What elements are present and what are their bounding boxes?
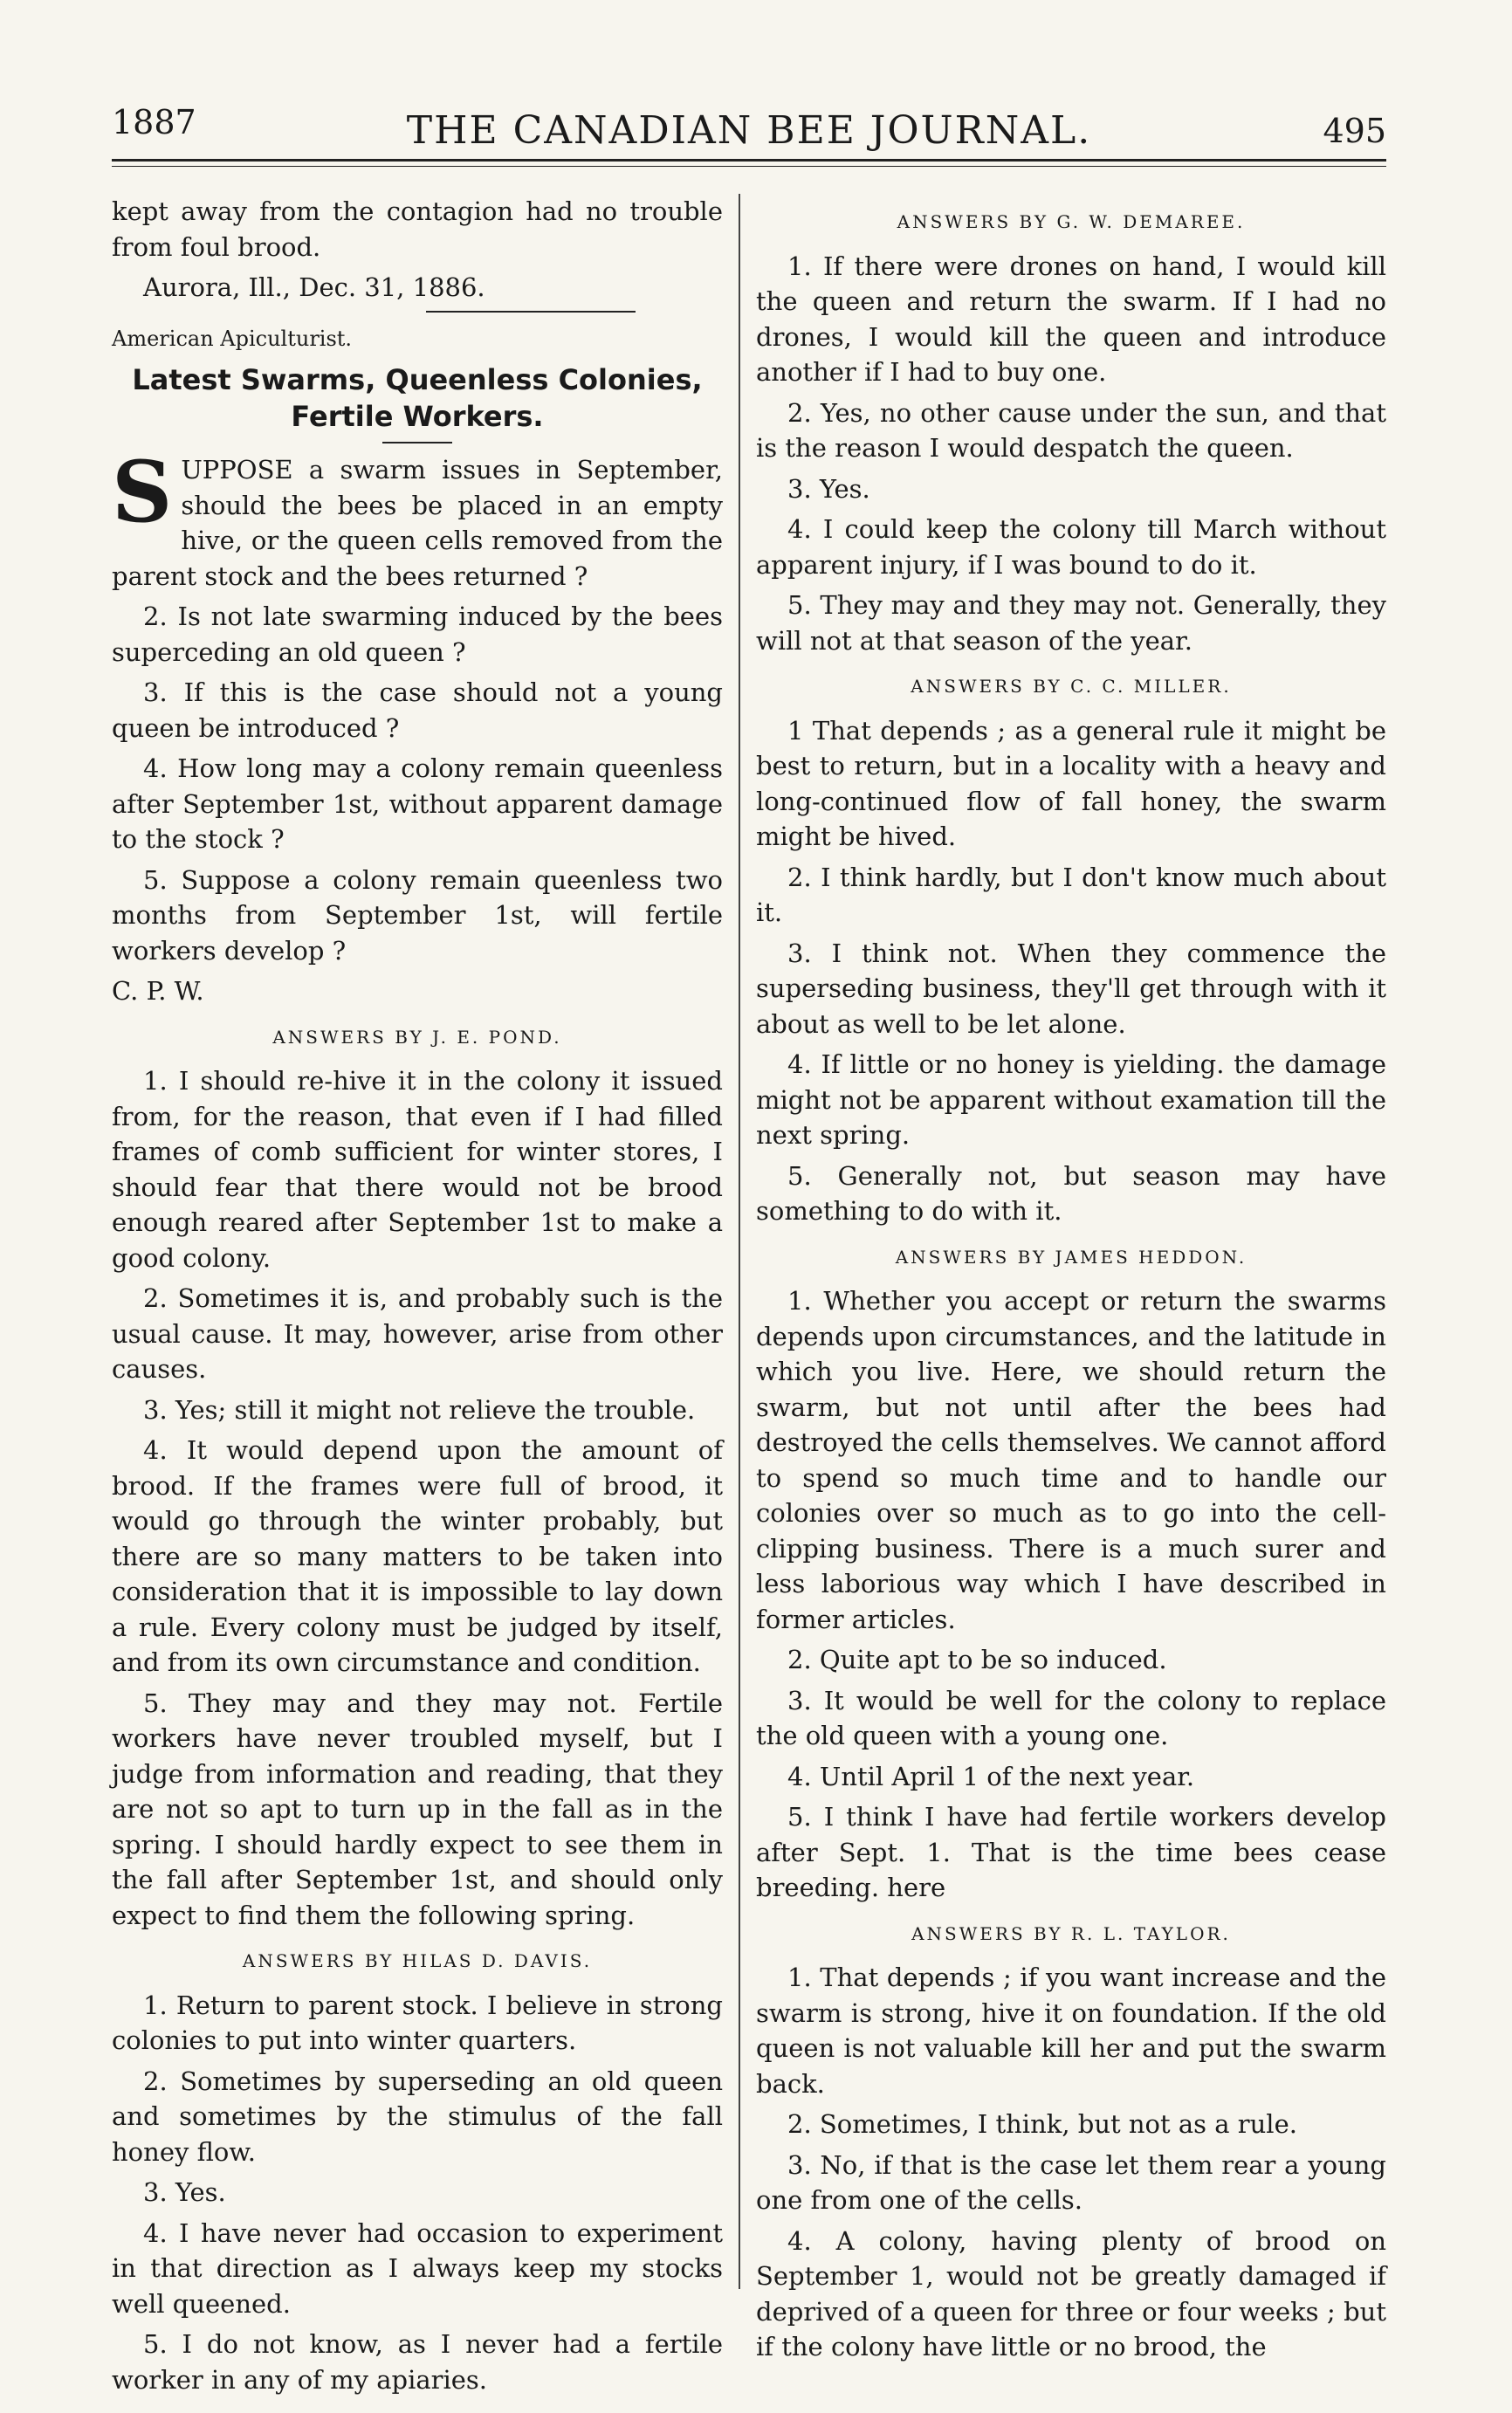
davis-answers-heading: ANSWERS BY HILAS D. DAVIS.	[242, 1950, 593, 1971]
page-header	[112, 103, 1386, 152]
taylor-answer-1: 1. That depends ; if you want increase and the swarm is strong, hive it on foundation. If the old queen is not valuable kill her and put the swarm back.	[756, 1963, 1386, 2099]
heddon-answers-heading: ANSWERS BY JAMES HEDDON.	[895, 1246, 1247, 1268]
heddon-answer-5: 5. I think I have had fertile workers develop after Sept. 1. That is the time bees cease breeding. here	[756, 1802, 1386, 1902]
miller-answer-2: 2. I think hardly, but I don't know much about it.	[756, 862, 1386, 927]
davis-answer-3: 3. Yes.	[143, 2177, 226, 2207]
header-year: 1887	[112, 103, 196, 141]
davis-answer-2: 2. Sometimes by superseding an old queen and sometimes by the stimulus of the fall honey flow.	[112, 2066, 723, 2167]
pond-answer-3: 3. Yes; still it might not relieve the trouble.	[143, 1394, 696, 1425]
heddon-answer-3: 3. It would be well for the colony to replace the old queen with a young one.	[756, 1685, 1386, 1750]
article-title-line-2: Fertile Workers.	[291, 400, 544, 433]
intro-paragraph: kept away from the contagion had no trouble from foul brood.	[112, 196, 723, 262]
taylor-answer-2: 2. Sometimes, I think, but not as a rule.	[787, 2109, 1297, 2139]
demaree-answer-5: 5. They may and they may not. Generally, they will not at that season of the year.	[756, 590, 1386, 656]
davis-answer-1: 1. Return to parent stock. I believe in strong colonies to put into winter quarters.	[112, 1990, 723, 2055]
question-4: 4. How long may a colony remain queenless after September 1st, without apparent damage to the stock ?	[112, 753, 723, 854]
question-1: UPPOSE a swarm issues in September, should the bees be placed in an empty hive, or the queen cells removed from the parent stock and the bees returned ?	[112, 455, 723, 591]
taylor-answer-3: 3. No, if that is the case let them rear a young one from one of the cells.	[756, 2149, 1386, 2215]
pond-answer-4: 4. It would depend upon the amount of brood. If the frames were full of brood, it would go through the winter probably, but there are so many matters to be taken into consideration that it is impossible to lay down a rule. Every colony must be judged by itself, and from its own circumstance and condition.	[112, 1435, 723, 1677]
taylor-answers-heading: ANSWERS BY R. L. TAYLOR.	[911, 1922, 1231, 1944]
heddon-answer-2: 2. Quite apt to be so induced.	[787, 1645, 1167, 1674]
miller-answers-heading: ANSWERS BY C. C. MILLER.	[911, 676, 1232, 697]
miller-answer-5: 5. Generally not, but season may have something to do with it.	[756, 1160, 1386, 1226]
article-title-line-1: Latest Swarms, Queenless Colonies,	[132, 363, 703, 396]
demaree-answer-3: 3. Yes.	[787, 473, 870, 504]
demaree-answer-4: 4. I could keep the colony till March without apparent injury, if I was bound to do it.	[756, 514, 1386, 580]
miller-answer-4: 4. If little or no honey is yielding. the damage might not be apparent without examation till the next spring.	[756, 1049, 1386, 1150]
demaree-answers-heading: ANSWERS BY G. W. DEMAREE.	[897, 211, 1246, 232]
pond-answers-heading: ANSWERS BY J. E. POND.	[272, 1026, 562, 1048]
heddon-answer-1: 1. Whether you accept or return the swarms depends upon circumstances, and the latitude in which you live. Here, we should return the swarm, but not until after the bees had destroyed the cells themselves. We cannot afford to spend so much time and to handle our colonies over so much as to go into the cell-clipping business. There is a much surer and less laborious way which I have described in former articles.	[756, 1286, 1386, 1634]
question-5: 5. Suppose a colony remain queenless two months from September 1st, will fertile workers develop ?	[112, 864, 723, 966]
section-rule	[426, 311, 636, 313]
miller-answer-1: 1 That depends ; as a general rule it might be best to return, but in a locality with a heavy and long-continued flow of fall honey, the swarm might be hived.	[756, 715, 1386, 851]
title-rule	[382, 442, 452, 443]
demaree-answer-2: 2. Yes, no other cause under the sun, and that is the reason I would despatch the queen.	[756, 397, 1386, 463]
davis-answer-5: 5. I do not know, as I never had a fertile worker in any of my apiaries.	[112, 2329, 723, 2395]
davis-answer-4: 4. I have never had occasion to experiment in that direction as I always keep my stocks well queened.	[112, 2217, 723, 2319]
left-column	[112, 194, 723, 2403]
question-3: 3. If this is the case should not a young queen be introduced ?	[112, 677, 723, 743]
article-title	[112, 361, 723, 435]
header-rule-thin	[112, 166, 1386, 167]
demaree-answer-1: 1. If there were drones on hand, I would kill the queen and return the swarm. If I had no drones, I would kill the queen and introduce another if I had to buy one.	[756, 251, 1386, 387]
question-2: 2. Is not late swarming induced by the bees superceding an old queen ?	[112, 602, 723, 667]
pond-answer-5: 5. They may and they may not. Fertile workers have never troubled myself, but I judge from information and reading, that they are not so apt to turn up in the fall as in the spring. I should hardly expect to see them in the fall after September 1st, and should only expect to find them the following spring.	[112, 1688, 723, 1930]
pond-answer-1: 1. I should re-hive it in the colony it issued from, for the reason, that even if I had filled frames of comb sufficient for winter stores, I should fear that there would not be brood enough reared after September 1st to make a good colony.	[112, 1066, 723, 1273]
dateline: Aurora, Ill., Dec. 31, 1886.	[143, 272, 485, 302]
heddon-answer-4: 4. Until April 1 of the next year.	[787, 1761, 1195, 1791]
journal-title: THE CANADIAN BEE JOURNAL.	[406, 108, 1092, 153]
miller-answer-3: 3. I think not. When they commence the superseding business, they'll get through with it about as well to be let alone.	[756, 938, 1386, 1039]
taylor-answer-4: 4. A colony, having plenty of brood on September 1, would not be greatly damaged if deprived of a queen for three or four weeks ; but if the colony have little or no brood, the	[756, 2225, 1386, 2361]
page-number: 495	[1323, 112, 1386, 150]
right-column	[756, 194, 1386, 2370]
pond-answer-2: 2. Sometimes it is, and probably such is the usual cause. It may, however, arise from other causes.	[112, 1283, 723, 1384]
question-1-block	[112, 452, 723, 599]
column-divider	[739, 194, 740, 2289]
question-signature: C. P. W.	[112, 976, 204, 1006]
drop-cap: S	[112, 452, 173, 541]
article-source: American Apiculturist.	[112, 326, 353, 351]
header-rule	[112, 159, 1386, 162]
